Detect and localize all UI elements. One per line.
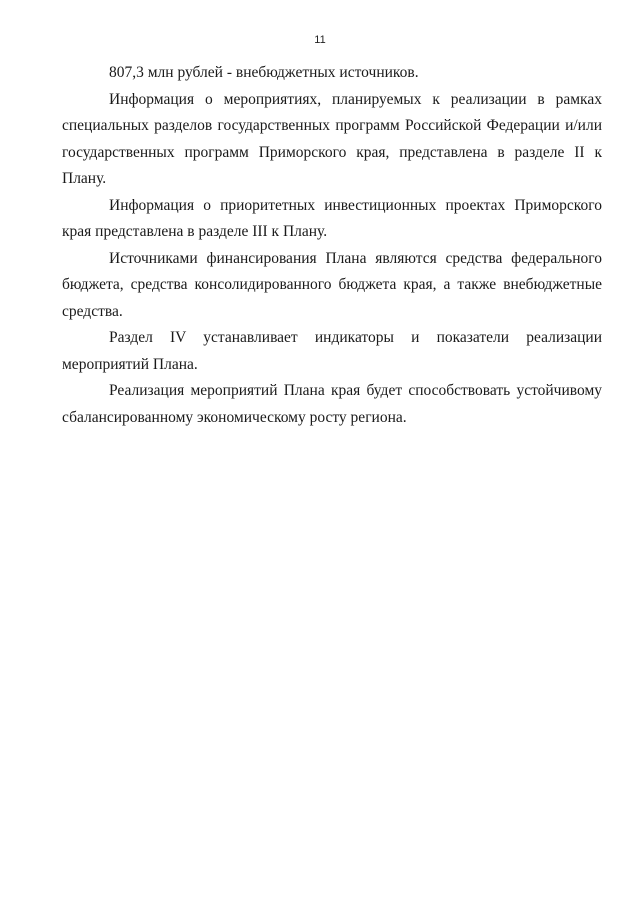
paragraph-funding-sources: Источниками финансирования Плана являются средства федерального бюджета, средства консолидированного бюджета края, а также внебюджетные средства.: [62, 249, 602, 320]
paragraph-section-two-info: Информация о мероприятиях, планируемых к реализации в рамках специальных разделов государственных программ Российской Федерации и/или государственных программ Приморского края, представлена в разделе II к Плану.: [62, 90, 602, 187]
paragraph-conclusion: Реализация мероприятий Плана края будет способствовать устойчивому сбалансированному экономическому росту региона.: [62, 382, 602, 426]
page-number: 11: [314, 34, 326, 46]
document-body: [62, 60, 602, 431]
paragraph-section-four-info: Раздел IV устанавливает индикаторы и показатели реализации мероприятий Плана.: [62, 329, 602, 373]
paragraph-funding-remainder: 807,3 млн рублей - внебюджетных источников.: [109, 64, 419, 81]
paragraph-section-three-info: Информация о приоритетных инвестиционных проектах Приморского края представлена в разделе III к Плану.: [62, 196, 602, 240]
